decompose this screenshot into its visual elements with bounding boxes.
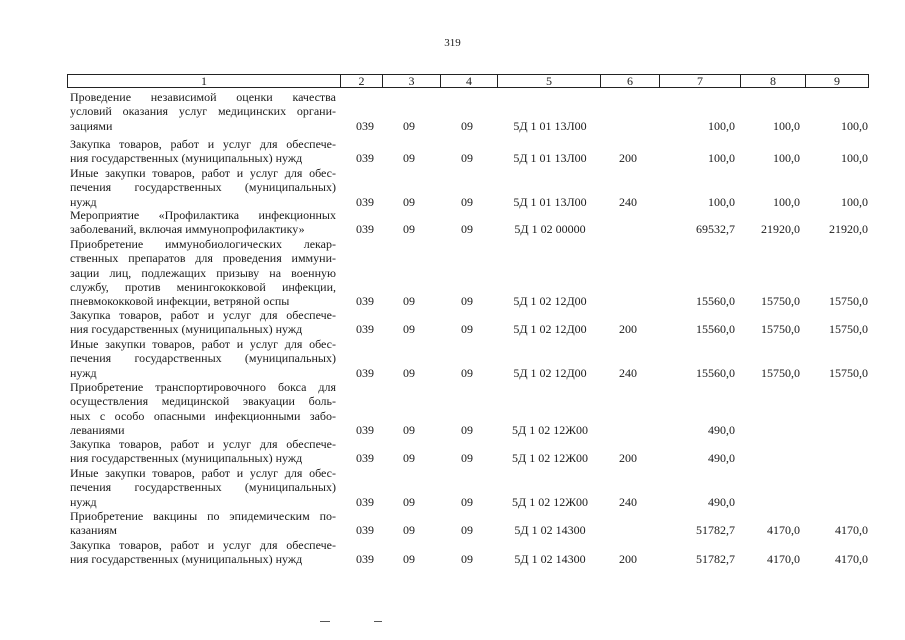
row-name-line: Приобретение вакцины по эпидемическим по- <box>70 509 336 523</box>
row-cell-c2: 039 <box>356 118 374 133</box>
row-cell-c7: 69532,7 <box>696 222 735 237</box>
row-name-line: Проведение независимой оценки качества <box>70 90 336 104</box>
page-mark <box>374 621 382 622</box>
row-name-line: ния государственных (муниципальных) нужд <box>70 322 303 337</box>
row-name <box>70 437 336 466</box>
row-cell-c5: 5Д 1 01 13Л00 <box>513 151 587 166</box>
row-cell-c9: 4170,0 <box>835 523 868 538</box>
row-cell-c4: 09 <box>461 322 473 337</box>
row-cell-c5: 5Д 1 01 13Л00 <box>513 118 587 133</box>
page-number: 319 <box>444 37 461 49</box>
row-cell-c4: 09 <box>461 151 473 166</box>
row-name <box>70 208 336 237</box>
row-name-line: Иные закупки товаров, работ и услуг для обес- <box>70 337 336 351</box>
row-cell-c7: 51782,7 <box>696 523 735 538</box>
header-col-3: 3 <box>383 75 441 87</box>
row-cell-c6: 240 <box>619 494 637 509</box>
row-cell-c7: 490,0 <box>708 451 735 466</box>
row-name-line: ственных препаратов для проведения иммуни- <box>70 251 336 266</box>
row-cell-c5: 5Д 1 02 12Д00 <box>513 294 587 309</box>
row-cell-c3: 09 <box>403 451 415 466</box>
row-cell-c7: 100,0 <box>708 194 735 209</box>
row-cell-c9: 15750,0 <box>829 294 868 309</box>
row-name-line: леваниями <box>70 422 125 437</box>
row-cell-c9: 100,0 <box>841 118 868 133</box>
row-cell-c5: 5Д 1 02 14300 <box>514 552 586 567</box>
row-cell-c4: 09 <box>461 552 473 567</box>
row-name-line: условий оказания услуг медицинских органи- <box>70 104 336 119</box>
row-name-line: нужд <box>70 194 97 209</box>
row-name-line: Закупка товаров, работ и услуг для обеспече- <box>70 538 336 552</box>
row-cell-c8: 4170,0 <box>767 523 800 538</box>
row-name-line: Иные закупки товаров, работ и услуг для обес- <box>70 166 336 180</box>
row-cell-c3: 09 <box>403 422 415 437</box>
page-mark <box>320 621 330 622</box>
row-cell-c8: 100,0 <box>773 151 800 166</box>
row-name <box>70 137 336 166</box>
header-col-4: 4 <box>441 75 498 87</box>
header-col-9: 9 <box>834 74 840 88</box>
row-name-line: печения государственных (муниципальных) <box>70 180 336 195</box>
row-name <box>70 509 336 538</box>
row-cell-c7: 15560,0 <box>696 365 735 380</box>
row-cell-c9: 21920,0 <box>829 222 868 237</box>
row-name-line: ния государственных (муниципальных) нужд <box>70 552 303 567</box>
row-cell-c8: 15750,0 <box>761 365 800 380</box>
row-cell-c6: 200 <box>619 451 637 466</box>
row-cell-c9: 100,0 <box>841 194 868 209</box>
row-cell-c9: 100,0 <box>841 151 868 166</box>
row-name-line: нужд <box>70 365 97 380</box>
row-cell-c6: 240 <box>619 194 637 209</box>
row-cell-c2: 039 <box>356 194 374 209</box>
row-cell-c7: 100,0 <box>708 118 735 133</box>
row-name-line: Приобретение транспортировочного бокса для <box>70 380 336 394</box>
row-cell-c3: 09 <box>403 118 415 133</box>
table-header <box>67 74 869 88</box>
row-cell-c5: 5Д 1 02 12Д00 <box>513 322 587 337</box>
row-cell-c7: 51782,7 <box>696 552 735 567</box>
row-cell-c2: 039 <box>356 365 374 380</box>
row-name <box>70 538 336 567</box>
row-cell-c4: 09 <box>461 451 473 466</box>
row-cell-c7: 15560,0 <box>696 294 735 309</box>
row-name-line: Иные закупки товаров, работ и услуг для обес- <box>70 466 336 480</box>
row-cell-c5: 5Д 1 02 12Ж00 <box>512 494 588 509</box>
row-name-line: ния государственных (муниципальных) нужд <box>70 451 303 466</box>
row-name-line: зациями <box>70 118 113 133</box>
row-cell-c7: 100,0 <box>708 151 735 166</box>
row-cell-c8: 100,0 <box>773 118 800 133</box>
row-cell-c2: 039 <box>356 422 374 437</box>
row-name <box>70 166 336 209</box>
row-name-line: нужд <box>70 494 97 509</box>
row-cell-c3: 09 <box>403 523 415 538</box>
row-cell-c4: 09 <box>461 523 473 538</box>
header-col-1: 1 <box>68 75 341 87</box>
row-cell-c2: 039 <box>356 494 374 509</box>
row-cell-c3: 09 <box>403 294 415 309</box>
row-cell-c6: 200 <box>619 552 637 567</box>
row-cell-c3: 09 <box>403 151 415 166</box>
row-cell-c9: 4170,0 <box>835 552 868 567</box>
row-cell-c6: 240 <box>619 365 637 380</box>
row-name-line: осуществления медицинской эвакуации боль- <box>70 394 336 409</box>
row-cell-c2: 039 <box>356 552 374 567</box>
row-cell-c2: 039 <box>356 523 374 538</box>
row-cell-c8: 4170,0 <box>767 552 800 567</box>
row-name <box>70 380 336 437</box>
row-cell-c5: 5Д 1 02 00000 <box>514 222 586 237</box>
row-name-line: ния государственных (муниципальных) нужд <box>70 151 303 166</box>
row-name-line: Закупка товаров, работ и услуг для обеспече- <box>70 137 336 151</box>
row-cell-c2: 039 <box>356 322 374 337</box>
row-cell-c3: 09 <box>403 552 415 567</box>
row-name-line: зации лиц, подлежащих призыву на военную <box>70 265 336 280</box>
row-cell-c4: 09 <box>461 194 473 209</box>
row-cell-c9: 15750,0 <box>829 322 868 337</box>
row-cell-c4: 09 <box>461 222 473 237</box>
row-cell-c4: 09 <box>461 365 473 380</box>
row-name <box>70 90 336 133</box>
row-name <box>70 337 336 380</box>
row-cell-c5: 5Д 1 02 14300 <box>514 523 586 538</box>
header-col-6: 6 <box>601 75 660 87</box>
header-col-2: 2 <box>341 75 383 87</box>
row-name <box>70 308 336 337</box>
row-name-line: Мероприятие «Профилактика инфекционных <box>70 208 336 222</box>
row-name-line: печения государственных (муниципальных) <box>70 480 336 495</box>
row-cell-c4: 09 <box>461 494 473 509</box>
row-name-line: казаниям <box>70 523 117 538</box>
row-cell-c8: 15750,0 <box>761 294 800 309</box>
row-cell-c7: 490,0 <box>708 494 735 509</box>
row-name-line: Закупка товаров, работ и услуг для обеспече- <box>70 308 336 322</box>
row-cell-c6: 200 <box>619 151 637 166</box>
row-cell-c5: 5Д 1 02 12Ж00 <box>512 422 588 437</box>
row-cell-c2: 039 <box>356 222 374 237</box>
row-cell-c4: 09 <box>461 422 473 437</box>
row-cell-c2: 039 <box>356 451 374 466</box>
row-cell-c8: 21920,0 <box>761 222 800 237</box>
row-name <box>70 466 336 509</box>
row-cell-c4: 09 <box>461 294 473 309</box>
row-name-line: пневмококковой инфекции, ветряной оспы <box>70 294 290 309</box>
row-cell-c5: 5Д 1 02 12Д00 <box>513 365 587 380</box>
row-cell-c3: 09 <box>403 365 415 380</box>
row-name-line: Приобретение иммунобиологических лекар- <box>70 237 336 251</box>
row-cell-c7: 15560,0 <box>696 322 735 337</box>
header-col-5: 5 <box>498 75 601 87</box>
row-cell-c2: 039 <box>356 151 374 166</box>
row-cell-c8: 15750,0 <box>761 322 800 337</box>
row-cell-c5: 5Д 1 02 12Ж00 <box>512 451 588 466</box>
row-name-line: Закупка товаров, работ и услуг для обеспече- <box>70 437 336 451</box>
row-name-line: печения государственных (муниципальных) <box>70 351 336 366</box>
row-cell-c3: 09 <box>403 322 415 337</box>
row-cell-c3: 09 <box>403 222 415 237</box>
row-cell-c3: 09 <box>403 494 415 509</box>
header-col-7: 7 <box>660 75 741 87</box>
row-cell-c3: 09 <box>403 194 415 209</box>
row-name-line: заболеваний, включая иммунопрофилактику» <box>70 222 305 237</box>
row-cell-c5: 5Д 1 01 13Л00 <box>513 194 587 209</box>
row-cell-c2: 039 <box>356 294 374 309</box>
row-cell-c9: 15750,0 <box>829 365 868 380</box>
row-name <box>70 237 336 308</box>
header-col-8: 8 <box>741 75 806 87</box>
row-cell-c7: 490,0 <box>708 422 735 437</box>
row-name-line: ных с особо опасными инфекционными забо- <box>70 408 336 423</box>
row-cell-c8: 100,0 <box>773 194 800 209</box>
row-cell-c4: 09 <box>461 118 473 133</box>
row-name-line: службу, против менингококковой инфекции, <box>70 279 336 294</box>
row-cell-c6: 200 <box>619 322 637 337</box>
